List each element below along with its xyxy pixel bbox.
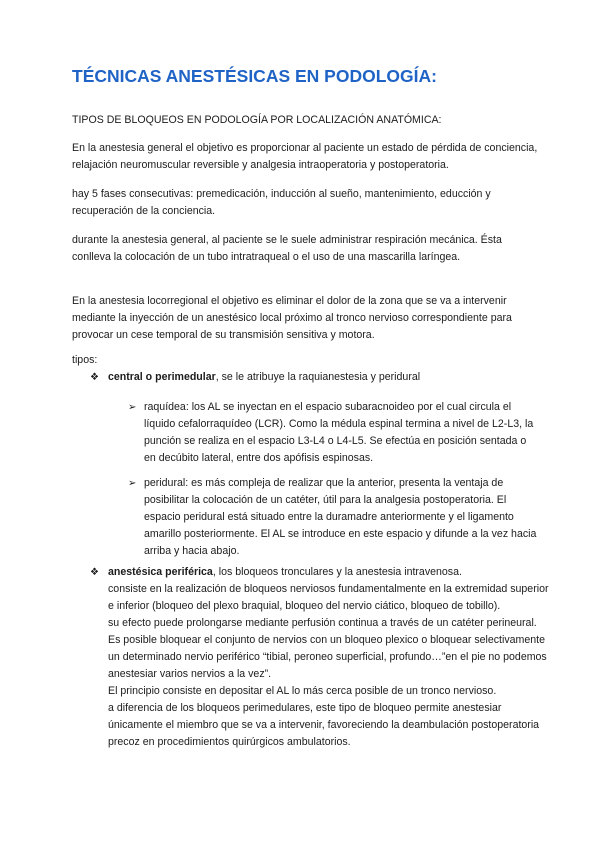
list-item-periferica-title: anestésica periférica	[108, 566, 213, 578]
document-title: TÉCNICAS ANESTÉSICAS EN PODOLOGÍA:	[72, 66, 437, 86]
list-item-central-title: central o perimedular	[108, 371, 216, 383]
periferica-line-4: a diferencia de los bloqueos perimedulares, este tipo de bloqueo permite anestesiar únicamente el miembro que se va a intervenir, favoreciendo la deambulación postoperatoria precoz en procedimientos quirúrgicos ambulatorios.	[108, 702, 540, 748]
sublist-item-peridural	[128, 475, 538, 560]
tipos-label: tipos:	[72, 354, 98, 366]
paragraph-phases: hay 5 fases consecutivas: premedicación, inducción al sueño, mantenimiento, educción y recuperación de la conciencia.	[72, 188, 491, 217]
list-item-periferica	[90, 564, 550, 751]
list-item-periferica-text: , los bloqueos tronculares y la anestesia intravenosa.	[212, 566, 462, 578]
periferica-line-2: su efecto puede prolongarse mediante perfusión continua a través de un catéter perineural. Es posible bloquear el conjunto de nervios con un bloqueo plexico o bloquear selectivamente un determinado nervio periférico “tibial, peroneo superficial, profundo…”en el pie no podemos anestesiar varios nervios a la vez”.	[108, 617, 547, 680]
sublist-item-peridural-text: peridural: es más compleja de realizar que la anterior, presenta la ventaja de posibilitar la colocación de un catéter, útil para la analgesia postoperatoria. El espacio peridural está situado entre la duramadre anteriormente y el ligamento amarillo posteriormente. El AL se introduce en este espacio y difunde a la vez hacia arriba y hacia abajo.	[144, 477, 537, 557]
diamond-bullet-icon: ❖	[90, 372, 99, 383]
arrow-bullet-icon: ➢	[128, 402, 137, 413]
paragraph-locoregional: En la anestesia locorregional el objetivo es eliminar el dolor de la zona que se va a intervenir mediante la inyección de un anestésico local próximo al tronco nervioso correspondiente para provocar un cese temporal de su transmisión sensitiva y motora.	[72, 295, 512, 341]
paragraph-respiration: durante la anestesia general, al paciente se le suele administrar respiración mecánica. Ésta conlleva la colocación de un tubo intratraqueal o el uso de una mascarilla laríngea.	[72, 234, 502, 263]
paragraph-general-anesthesia: En la anestesia general el objetivo es proporcionar al paciente un estado de pérdida de conciencia, relajación neuromuscular reversible y analgesia intraoperatoria y postoperatoria.	[72, 142, 538, 171]
section-subtitle: TIPOS DE BLOQUEOS EN PODOLOGÍA POR LOCALIZACIÓN ANATÓMICA:	[72, 114, 442, 126]
list-item-central	[90, 369, 550, 386]
diamond-bullet-icon: ❖	[90, 567, 99, 578]
periferica-line-3: El principio consiste en depositar el AL lo más cerca posible de un tronco nervioso.	[108, 685, 497, 697]
list-item-central-text: , se le atribuye la raquianestesia y peridural	[215, 371, 421, 383]
arrow-bullet-icon: ➢	[128, 478, 137, 489]
periferica-line-1: consiste en la realización de bloqueos nerviosos fundamentalmente en la extremidad superior e inferior (bloqueo del plexo braquial, bloqueo del nervio ciático, bloqueo de tobillo).	[108, 583, 549, 612]
sublist-item-raquidea	[128, 399, 538, 467]
sublist-item-raquidea-text: raquídea: los AL se inyectan en el espacio subaracnoideo por el cual circula el líquido cefalorraquídeo (LCR). Como la médula espinal termina a nivel de L2-L3, la punción se realiza en el espacio L3-L4 o L4-L5. Se efectúa en posición sentada o en decúbito lateral, entre dos apófisis espinosas.	[144, 401, 534, 464]
